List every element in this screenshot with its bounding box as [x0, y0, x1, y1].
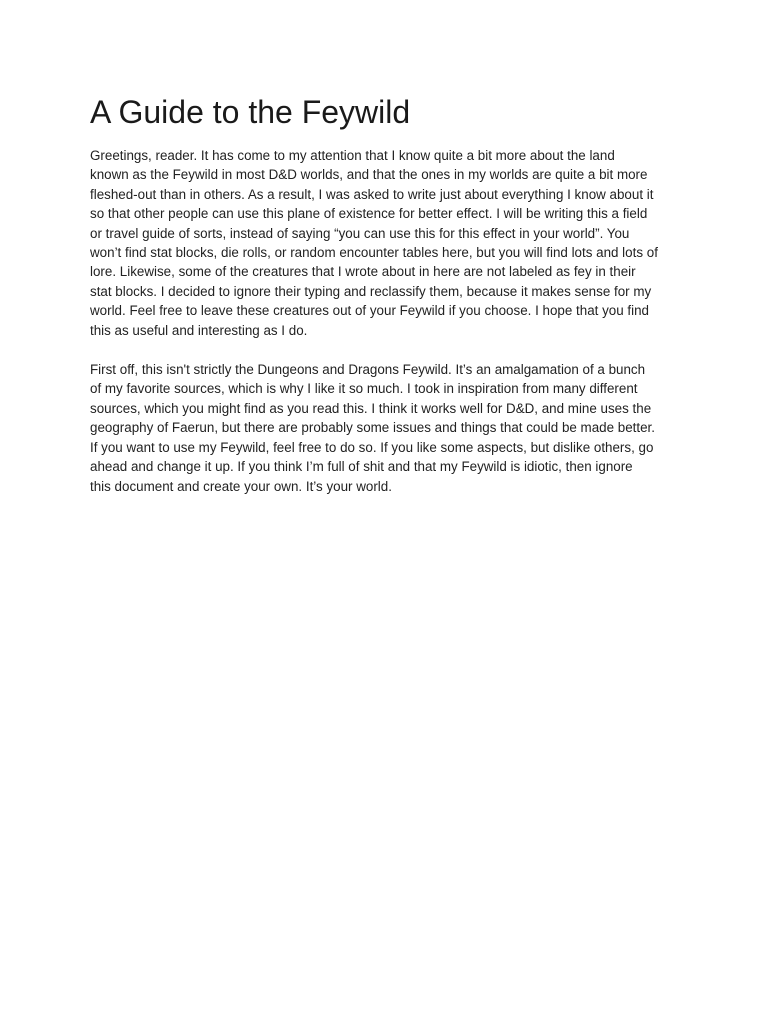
paragraph-intro: Greetings, reader. It has come to my attention that I know quite a bit more about the land known as the Feywild in most D&D worlds, and that the ones in my worlds are quite a bit more fleshed-out than in others. As a result, I was asked to write just about everything I know about it so that other people can use this plane of existence for better effect. I will be writing this a field or travel guide of sorts, instead of saying “you can use this for this effect in your world”. You won’t find stat blocks, die rolls, or random encounter tables here, but you will find lots and lots of lore. Likewise, some of the creatures that I wrote about in here are not labeled as fey in their stat blocks. I decided to ignore their typing and reclassify them, because it makes sense for my world. Feel free to leave these creatures out of your Feywild if you choose. I hope that you find this as useful and interesting as I do. [90, 148, 658, 338]
document-title: A Guide to the Feywild [90, 94, 411, 130]
paragraph-first-off: First off, this isn't strictly the Dungeons and Dragons Feywild. It’s an amalgamation of a bunch of my favorite sources, which is why I like it so much. I took in inspiration from many different sources, which you might find as you read this. I think it works well for D&D, and mine uses the geography of Faerun, but there are probably some issues and things that could be made better. If you want to use my Feywild, feel free to do so. If you like some aspects, but dislike others, go ahead and change it up. If you think I’m full of shit and that my Feywild is idiotic, then ignore this document and create your own. It’s your world. [90, 362, 655, 494]
document-content [90, 92, 680, 516]
